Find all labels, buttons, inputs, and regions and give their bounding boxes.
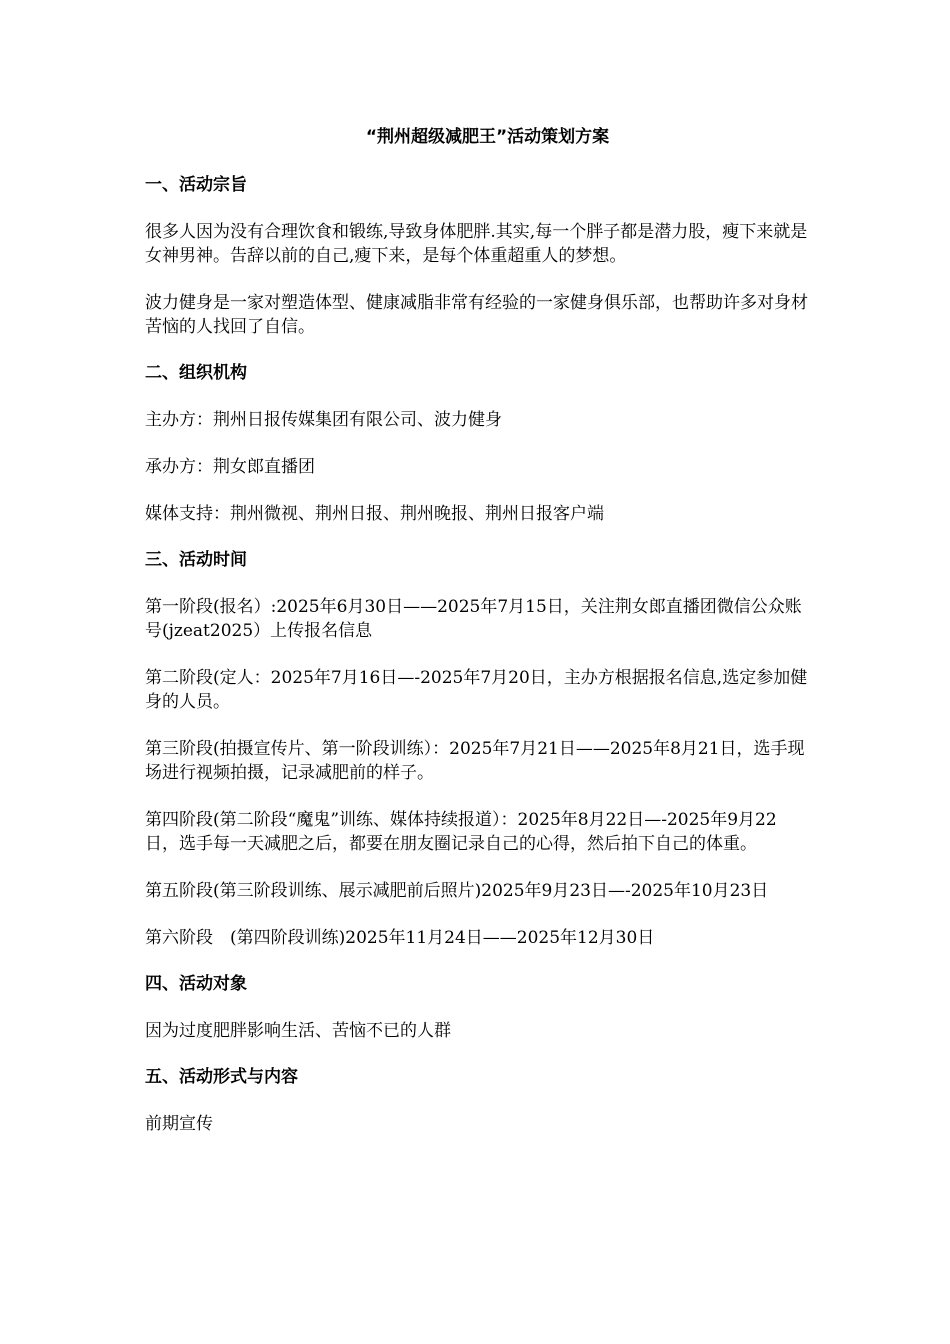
section-schedule — [145, 549, 810, 950]
paragraph: 很多人因为没有合理饮食和锻练,导致身体肥胖.其实,每一个胖子都是潜力股，瘦下来就是女神男神。告辞以前的自己,瘦下来，是每个体重超重人的梦想。 — [145, 222, 808, 266]
section-organization — [145, 362, 810, 526]
paragraph: 第五阶段(第三阶段训练、展示减肥前后照片)2025年9月23日—-2025年10月23日 — [145, 881, 769, 901]
paragraph: 主办方：荆州日报传媒集团有限公司、波力健身 — [145, 410, 502, 430]
paragraph: 第二阶段(定人：2025年7月16日—-2025年7月20日，主办方根据报名信息,选定参加健身的人员。 — [145, 668, 808, 712]
paragraph: 媒体支持：荆州微视、荆州日报、荆州晚报、荆州日报客户端 — [145, 504, 604, 524]
section-heading: 五、活动形式与内容 — [145, 1067, 298, 1087]
document-content — [145, 126, 810, 1159]
section-heading: 一、活动宗旨 — [145, 175, 247, 195]
paragraph: 第一阶段(报名）:2025年6月30日——2025年7月15日，关注荆女郎直播团微信公众账号(jzeat2025）上传报名信息 — [145, 597, 802, 641]
section-heading: 三、活动时间 — [145, 550, 247, 570]
paragraph: 第六阶段 (第四阶段训练)2025年11月24日——2025年12月30日 — [145, 928, 655, 948]
section-heading: 二、组织机构 — [145, 363, 247, 383]
section-format — [145, 1066, 810, 1136]
paragraph: 因为过度肥胖影响生活、苦恼不已的人群 — [145, 1021, 451, 1041]
paragraph: 第四阶段(第二阶段“魔鬼”训练、媒体持续报道）：2025年8月22日—-2025年9月22日，选手每一天减肥之后，都要在朋友圈记录自己的心得，然后拍下自己的体重。 — [145, 810, 777, 854]
paragraph: 承办方：荆女郎直播团 — [145, 457, 315, 477]
paragraph: 前期宣传 — [145, 1114, 213, 1134]
document-title: “荆州超级减肥王”活动策划方案 — [365, 127, 610, 147]
section-audience — [145, 973, 810, 1043]
section-heading: 四、活动对象 — [145, 974, 247, 994]
paragraph: 第三阶段(拍摄宣传片、第一阶段训练）：2025年7月21日——2025年8月21日，选手现场进行视频拍摄，记录减肥前的样子。 — [145, 739, 805, 783]
section-purpose — [145, 174, 810, 339]
paragraph: 波力健身是一家对塑造体型、健康减脂非常有经验的一家健身俱乐部，也帮助许多对身材苦恼的人找回了自信。 — [145, 293, 808, 337]
